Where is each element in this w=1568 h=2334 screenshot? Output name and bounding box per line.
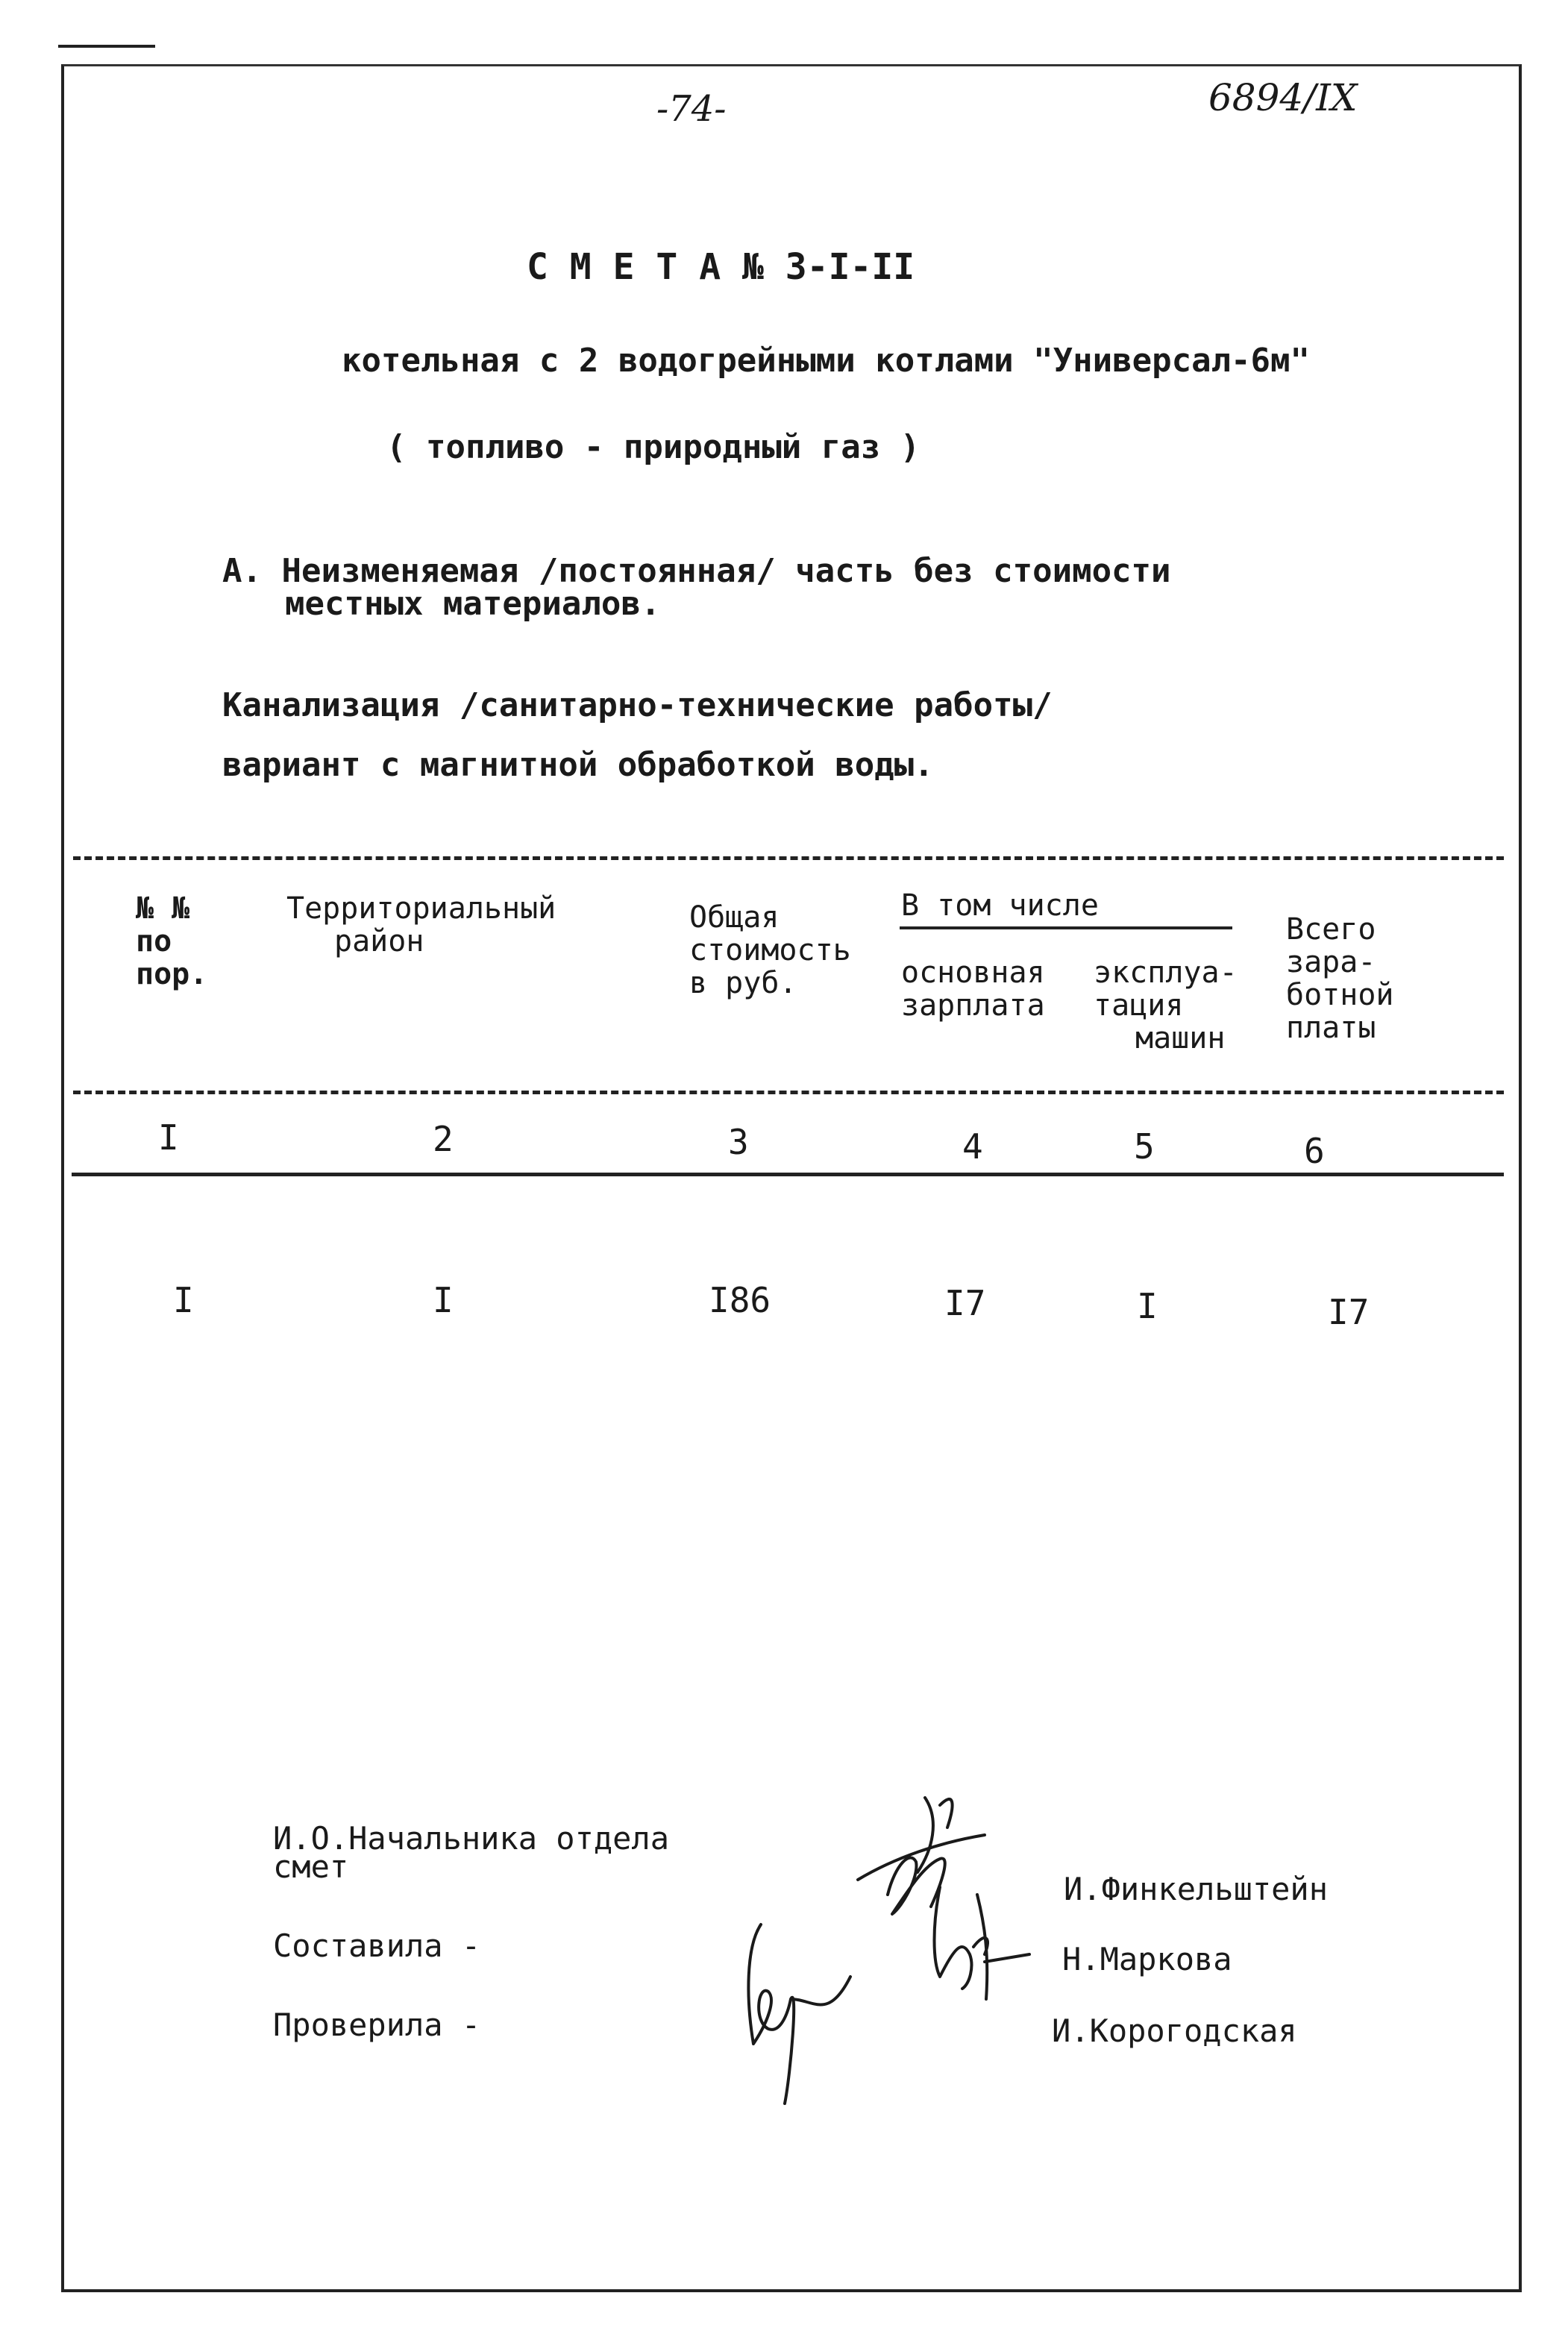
cell-base-salary: I7 <box>944 1283 986 1323</box>
signature-role-1a: И.О.Начальника отдела <box>273 1820 670 1857</box>
top-left-mark <box>58 45 155 48</box>
column-number-5: 5 <box>1134 1126 1155 1167</box>
signature-name-1: И.Финкельштейн <box>1064 1871 1329 1907</box>
column-number-6: 6 <box>1304 1131 1325 1171</box>
fuel-note: ( топливо - природный газ ) <box>386 428 921 466</box>
header-col1: № № по пор. <box>136 891 208 991</box>
column-number-1: I <box>158 1117 179 1158</box>
header-col3: Общая стоимость в руб. <box>689 900 851 1000</box>
column-numbers-rule <box>72 1173 1504 1176</box>
signature-scribble-2 <box>935 1887 1030 1999</box>
signature-scribble-3 <box>748 1924 850 2104</box>
document-subtitle: котельная с 2 водогрейными котлами "Универсал-6м" <box>342 342 1311 380</box>
table-top-rule <box>73 856 1504 860</box>
group-underline <box>900 926 1232 929</box>
work-line-1: Канализация /санитарно-технические работы/ <box>222 686 1053 724</box>
column-number-3: 3 <box>728 1122 749 1162</box>
header-col2: Территориальный район <box>286 891 556 959</box>
cell-total-cost: I86 <box>709 1280 771 1320</box>
signature-role-3: Проверила - <box>273 2007 481 2043</box>
header-col5: эксплуа- тация машин <box>1094 956 1238 1055</box>
document-title: С М Е Т А № 3-I-II <box>527 246 915 288</box>
column-number-4: 4 <box>962 1126 983 1167</box>
cell-total-salary: I7 <box>1328 1292 1370 1332</box>
signature-name-2: Н.Маркова <box>1062 1941 1232 1977</box>
page-number: -74- <box>656 88 727 130</box>
handwritten-signatures <box>716 1775 1134 2118</box>
archive-number: 6894/IX <box>1208 76 1358 119</box>
header-col6: Всего зара- ботной платы <box>1286 912 1394 1045</box>
header-group: В том числе <box>901 888 1099 923</box>
header-bottom-rule <box>73 1091 1504 1094</box>
signature-scribble-1 <box>858 1798 985 1914</box>
cell-number: I <box>173 1280 194 1320</box>
work-line-2: вариант с магнитной обработкой воды. <box>222 746 934 784</box>
cell-machine-operation: I <box>1137 1286 1158 1326</box>
signature-role-2: Составила - <box>273 1927 481 1964</box>
signature-role-1b: смет <box>273 1848 349 1885</box>
column-number-2: 2 <box>433 1119 454 1159</box>
header-col4: основная зарплата <box>901 956 1045 1023</box>
section-line-1: А. Неизменяемая /постоянная/ часть без стоимости <box>222 552 1171 590</box>
section-line-2: местных материалов. <box>285 585 661 623</box>
cell-region: I <box>433 1280 454 1320</box>
signature-name-3: И.Корогодская <box>1052 2013 1297 2049</box>
